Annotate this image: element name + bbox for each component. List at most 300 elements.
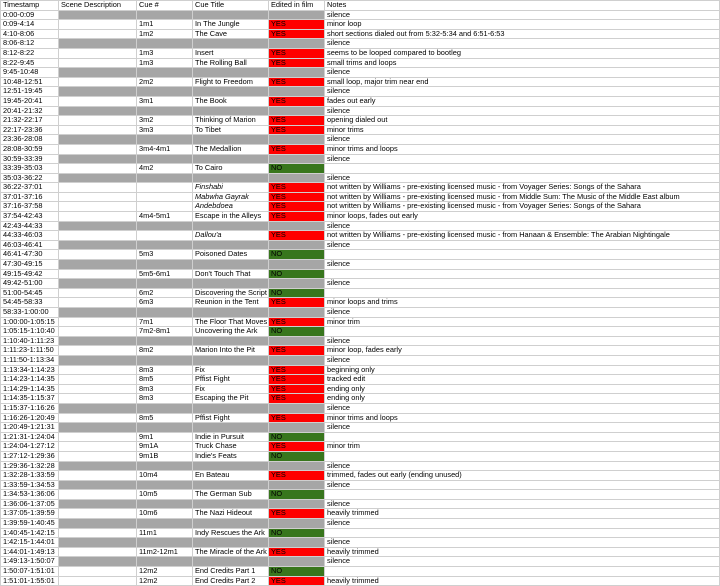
cell-edited-in-film[interactable]: [269, 39, 325, 49]
cell-cue-title[interactable]: [193, 499, 269, 509]
cell-scene-description[interactable]: [59, 106, 137, 116]
cell-cue-title[interactable]: [193, 279, 269, 289]
cell-cue-number[interactable]: 4m2: [137, 164, 193, 174]
cell-notes[interactable]: silence: [325, 87, 720, 97]
cell-timestamp[interactable]: 1:00:00-1:05:15: [1, 317, 59, 327]
cell-edited-in-film[interactable]: YES: [269, 48, 325, 58]
cell-timestamp[interactable]: 37:54-42:43: [1, 212, 59, 222]
cell-cue-number[interactable]: 3m2: [137, 116, 193, 126]
cell-notes[interactable]: short sections dialed out from 5:32-5:34 and 6:51-6:53: [325, 29, 720, 39]
cell-cue-number[interactable]: [137, 202, 193, 212]
cell-timestamp[interactable]: 44:33-46:03: [1, 231, 59, 241]
cell-notes[interactable]: silence: [325, 499, 720, 509]
cell-scene-description[interactable]: [59, 212, 137, 222]
cell-scene-description[interactable]: [59, 394, 137, 404]
cell-edited-in-film[interactable]: YES: [269, 29, 325, 39]
cell-scene-description[interactable]: [59, 288, 137, 298]
cell-notes[interactable]: [325, 567, 720, 577]
cell-cue-number[interactable]: 3m4-4m1: [137, 144, 193, 154]
cell-cue-number[interactable]: 9m1A: [137, 442, 193, 452]
cell-notes[interactable]: minor trims and loops: [325, 144, 720, 154]
cell-cue-title[interactable]: Uncovering the Ark: [193, 327, 269, 337]
cell-notes[interactable]: silence: [325, 10, 720, 20]
cell-cue-number[interactable]: 2m2: [137, 77, 193, 87]
cell-scene-description[interactable]: [59, 240, 137, 250]
cell-timestamp[interactable]: 42:43-44:33: [1, 221, 59, 231]
cell-cue-title[interactable]: The Miracle of the Ark: [193, 547, 269, 557]
cell-timestamp[interactable]: 23:36-28:08: [1, 135, 59, 145]
cell-scene-description[interactable]: [59, 269, 137, 279]
cell-cue-number[interactable]: [137, 39, 193, 49]
cell-timestamp[interactable]: 1:11:50-1:13:34: [1, 355, 59, 365]
cell-cue-title[interactable]: En Bateau: [193, 471, 269, 481]
cell-cue-number[interactable]: 6m2: [137, 288, 193, 298]
cell-scene-description[interactable]: [59, 442, 137, 452]
cell-timestamp[interactable]: 36:22-37:01: [1, 183, 59, 193]
cell-cue-number[interactable]: 8m3: [137, 365, 193, 375]
cell-scene-description[interactable]: [59, 317, 137, 327]
cell-cue-title[interactable]: Reunion in the Tent: [193, 298, 269, 308]
cell-cue-title[interactable]: [193, 480, 269, 490]
cell-edited-in-film[interactable]: YES: [269, 116, 325, 126]
cell-notes[interactable]: ending only: [325, 384, 720, 394]
cell-edited-in-film[interactable]: [269, 308, 325, 318]
cell-notes[interactable]: silence: [325, 260, 720, 270]
cell-cue-title[interactable]: The Floor That Moves: [193, 317, 269, 327]
cell-cue-title[interactable]: Indie in Pursuit: [193, 432, 269, 442]
cell-edited-in-film[interactable]: [269, 480, 325, 490]
cell-scene-description[interactable]: [59, 77, 137, 87]
cell-edited-in-film[interactable]: YES: [269, 231, 325, 241]
cell-edited-in-film[interactable]: YES: [269, 144, 325, 154]
cell-cue-title[interactable]: [193, 260, 269, 270]
cell-scene-description[interactable]: [59, 20, 137, 30]
cell-cue-title[interactable]: The Medallion: [193, 144, 269, 154]
cell-timestamp[interactable]: 49:15-49:42: [1, 269, 59, 279]
cell-cue-number[interactable]: 7m2-8m1: [137, 327, 193, 337]
cell-edited-in-film[interactable]: [269, 279, 325, 289]
cell-notes[interactable]: minor loop, fades early: [325, 346, 720, 356]
cell-scene-description[interactable]: [59, 499, 137, 509]
cell-edited-in-film[interactable]: YES: [269, 375, 325, 385]
cell-edited-in-film[interactable]: YES: [269, 20, 325, 30]
cell-cue-title[interactable]: Mabwha Gayrak: [193, 192, 269, 202]
cell-timestamp[interactable]: 0:09-4:14: [1, 20, 59, 30]
cell-timestamp[interactable]: 46:03-46:41: [1, 240, 59, 250]
cell-timestamp[interactable]: 1:24:04-1:27:12: [1, 442, 59, 452]
cell-timestamp[interactable]: 1:14:35-1:15:37: [1, 394, 59, 404]
cell-scene-description[interactable]: [59, 250, 137, 260]
cell-cue-number[interactable]: [137, 557, 193, 567]
cell-scene-description[interactable]: [59, 202, 137, 212]
cell-edited-in-film[interactable]: [269, 538, 325, 548]
cell-notes[interactable]: small loop, major trim near end: [325, 77, 720, 87]
header-edited-in-film[interactable]: Edited in film: [269, 1, 325, 11]
cell-timestamp[interactable]: 1:11:23-1:11:50: [1, 346, 59, 356]
cell-notes[interactable]: heavily trimmed: [325, 547, 720, 557]
cell-timestamp[interactable]: 8:12-8:22: [1, 48, 59, 58]
cell-cue-title[interactable]: [193, 173, 269, 183]
cell-scene-description[interactable]: [59, 480, 137, 490]
cell-scene-description[interactable]: [59, 365, 137, 375]
cell-cue-title[interactable]: [193, 10, 269, 20]
cell-cue-number[interactable]: 11m2-12m1: [137, 547, 193, 557]
cell-cue-title[interactable]: [193, 538, 269, 548]
cell-edited-in-film[interactable]: [269, 173, 325, 183]
cell-cue-number[interactable]: 12m2: [137, 567, 193, 577]
cell-notes[interactable]: [325, 327, 720, 337]
cell-cue-title[interactable]: Thinking of Marion: [193, 116, 269, 126]
cell-edited-in-film[interactable]: YES: [269, 365, 325, 375]
cell-timestamp[interactable]: 1:29:36-1:32:28: [1, 461, 59, 471]
cell-notes[interactable]: silence: [325, 173, 720, 183]
cell-scene-description[interactable]: [59, 48, 137, 58]
cell-notes[interactable]: silence: [325, 461, 720, 471]
cell-scene-description[interactable]: [59, 538, 137, 548]
cell-cue-title[interactable]: [193, 221, 269, 231]
cell-scene-description[interactable]: [59, 164, 137, 174]
cell-cue-number[interactable]: 1m1: [137, 20, 193, 30]
cell-cue-number[interactable]: 9m1: [137, 432, 193, 442]
cell-notes[interactable]: silence: [325, 423, 720, 433]
cell-scene-description[interactable]: [59, 375, 137, 385]
cell-edited-in-film[interactable]: YES: [269, 413, 325, 423]
cell-scene-description[interactable]: [59, 528, 137, 538]
cell-edited-in-film[interactable]: YES: [269, 58, 325, 68]
cell-cue-title[interactable]: [193, 423, 269, 433]
header-notes[interactable]: Notes: [325, 1, 720, 11]
cell-cue-number[interactable]: 6m3: [137, 298, 193, 308]
cell-notes[interactable]: silence: [325, 480, 720, 490]
cell-scene-description[interactable]: [59, 403, 137, 413]
cell-notes[interactable]: minor loop: [325, 20, 720, 30]
cell-scene-description[interactable]: [59, 547, 137, 557]
cell-cue-title[interactable]: [193, 87, 269, 97]
cell-timestamp[interactable]: 1:50:07-1:51:01: [1, 567, 59, 577]
cell-cue-title[interactable]: The Rolling Ball: [193, 58, 269, 68]
cell-cue-title[interactable]: The Book: [193, 96, 269, 106]
cell-edited-in-film[interactable]: [269, 355, 325, 365]
cell-notes[interactable]: silence: [325, 240, 720, 250]
cell-cue-title[interactable]: [193, 106, 269, 116]
cell-edited-in-film[interactable]: YES: [269, 77, 325, 87]
cell-cue-title[interactable]: Andebdoea: [193, 202, 269, 212]
header-scene-description[interactable]: Scene Description: [59, 1, 137, 11]
cell-scene-description[interactable]: [59, 135, 137, 145]
cell-scene-description[interactable]: [59, 125, 137, 135]
cell-cue-title[interactable]: Fix: [193, 365, 269, 375]
cell-scene-description[interactable]: [59, 509, 137, 519]
cell-edited-in-film[interactable]: YES: [269, 125, 325, 135]
cell-cue-number[interactable]: [137, 499, 193, 509]
cell-notes[interactable]: not written by Williams - pre-existing licensed music - from Voyager Series: Songs of the Sahara: [325, 202, 720, 212]
cell-scene-description[interactable]: [59, 432, 137, 442]
cell-edited-in-film[interactable]: [269, 403, 325, 413]
cell-cue-title[interactable]: [193, 68, 269, 78]
cell-edited-in-film[interactable]: NO: [269, 250, 325, 260]
cell-edited-in-film[interactable]: [269, 336, 325, 346]
cell-edited-in-film[interactable]: [269, 154, 325, 164]
cell-scene-description[interactable]: [59, 451, 137, 461]
cell-notes[interactable]: minor trim: [325, 317, 720, 327]
cell-cue-number[interactable]: [137, 183, 193, 193]
cell-cue-title[interactable]: Marion Into the Pit: [193, 346, 269, 356]
cell-cue-number[interactable]: 8m3: [137, 394, 193, 404]
cell-timestamp[interactable]: 1:33:59-1:34:53: [1, 480, 59, 490]
cell-scene-description[interactable]: [59, 39, 137, 49]
cell-cue-number[interactable]: [137, 192, 193, 202]
cell-timestamp[interactable]: 4:10-8:06: [1, 29, 59, 39]
cell-cue-title[interactable]: Discovering the Script: [193, 288, 269, 298]
cell-cue-title[interactable]: [193, 39, 269, 49]
cell-cue-title[interactable]: Flight to Freedom: [193, 77, 269, 87]
cell-timestamp[interactable]: 33:39-35:03: [1, 164, 59, 174]
cell-notes[interactable]: minor trims: [325, 125, 720, 135]
cell-cue-title[interactable]: [193, 355, 269, 365]
cell-cue-number[interactable]: [137, 10, 193, 20]
cell-edited-in-film[interactable]: YES: [269, 442, 325, 452]
cell-notes[interactable]: minor trim: [325, 442, 720, 452]
cell-scene-description[interactable]: [59, 279, 137, 289]
cell-cue-title[interactable]: [193, 461, 269, 471]
cell-cue-title[interactable]: [193, 240, 269, 250]
cell-cue-number[interactable]: 3m1: [137, 96, 193, 106]
cell-scene-description[interactable]: [59, 260, 137, 270]
cell-notes[interactable]: [325, 490, 720, 500]
cell-edited-in-film[interactable]: YES: [269, 509, 325, 519]
header-cue-number[interactable]: Cue #: [137, 1, 193, 11]
cell-scene-description[interactable]: [59, 346, 137, 356]
cell-scene-description[interactable]: [59, 10, 137, 20]
cell-cue-number[interactable]: 8m5: [137, 375, 193, 385]
cell-cue-number[interactable]: 1m3: [137, 58, 193, 68]
cell-scene-description[interactable]: [59, 231, 137, 241]
cell-cue-number[interactable]: 4m4-5m1: [137, 212, 193, 222]
cell-notes[interactable]: silence: [325, 355, 720, 365]
cell-scene-description[interactable]: [59, 567, 137, 577]
cell-cue-number[interactable]: [137, 279, 193, 289]
cell-edited-in-film[interactable]: NO: [269, 164, 325, 174]
cell-notes[interactable]: [325, 250, 720, 260]
cell-timestamp[interactable]: 19:45-20:41: [1, 96, 59, 106]
cell-scene-description[interactable]: [59, 96, 137, 106]
cell-scene-description[interactable]: [59, 384, 137, 394]
cell-cue-number[interactable]: 10m4: [137, 471, 193, 481]
cell-cue-title[interactable]: In The Jungle: [193, 20, 269, 30]
cell-cue-number[interactable]: [137, 87, 193, 97]
cell-timestamp[interactable]: 10:48-12:51: [1, 77, 59, 87]
cell-cue-title[interactable]: Escape in the Alleys: [193, 212, 269, 222]
cell-cue-number[interactable]: [137, 336, 193, 346]
cell-cue-title[interactable]: [193, 308, 269, 318]
cell-edited-in-film[interactable]: [269, 240, 325, 250]
cell-edited-in-film[interactable]: NO: [269, 327, 325, 337]
cell-notes[interactable]: minor loops and trims: [325, 298, 720, 308]
cell-notes[interactable]: silence: [325, 557, 720, 567]
cell-edited-in-film[interactable]: [269, 461, 325, 471]
cell-edited-in-film[interactable]: YES: [269, 96, 325, 106]
cell-scene-description[interactable]: [59, 519, 137, 529]
cell-scene-description[interactable]: [59, 298, 137, 308]
cell-scene-description[interactable]: [59, 154, 137, 164]
cell-cue-number[interactable]: 1m2: [137, 29, 193, 39]
cell-cue-title[interactable]: Poisoned Dates: [193, 250, 269, 260]
cell-edited-in-film[interactable]: YES: [269, 317, 325, 327]
cell-timestamp[interactable]: 1:15:37-1:16:26: [1, 403, 59, 413]
cell-notes[interactable]: silence: [325, 135, 720, 145]
cell-edited-in-film[interactable]: [269, 519, 325, 529]
cell-cue-title[interactable]: [193, 557, 269, 567]
cell-edited-in-film[interactable]: [269, 68, 325, 78]
cell-cue-title[interactable]: [193, 135, 269, 145]
cell-notes[interactable]: not written by Williams - pre-existing licensed music - from Hanaan & Ensemble: The Arabian Nightingale: [325, 231, 720, 241]
cell-edited-in-film[interactable]: [269, 87, 325, 97]
cell-scene-description[interactable]: [59, 308, 137, 318]
cell-cue-number[interactable]: [137, 154, 193, 164]
cell-edited-in-film[interactable]: YES: [269, 576, 325, 586]
cell-timestamp[interactable]: 1:21:31-1:24:04: [1, 432, 59, 442]
cell-edited-in-film[interactable]: [269, 10, 325, 20]
cell-scene-description[interactable]: [59, 336, 137, 346]
cell-timestamp[interactable]: 1:05:15-1:10:40: [1, 327, 59, 337]
cell-cue-title[interactable]: [193, 336, 269, 346]
cell-cue-number[interactable]: [137, 403, 193, 413]
cell-cue-title[interactable]: To Tibet: [193, 125, 269, 135]
cell-cue-number[interactable]: [137, 461, 193, 471]
cell-timestamp[interactable]: 1:32:28-1:33:59: [1, 471, 59, 481]
cell-cue-title[interactable]: [193, 519, 269, 529]
cell-cue-title[interactable]: Escaping the Pit: [193, 394, 269, 404]
cell-timestamp[interactable]: 9:45-10:48: [1, 68, 59, 78]
cell-scene-description[interactable]: [59, 355, 137, 365]
cell-notes[interactable]: not written by Williams - pre-existing licensed music - from Voyager Series: Songs of the Sahara: [325, 183, 720, 193]
cell-scene-description[interactable]: [59, 87, 137, 97]
cell-notes[interactable]: [325, 432, 720, 442]
cell-notes[interactable]: beginning only: [325, 365, 720, 375]
cell-timestamp[interactable]: 0:00-0:09: [1, 10, 59, 20]
cell-notes[interactable]: [325, 451, 720, 461]
cell-timestamp[interactable]: 47:30-49:15: [1, 260, 59, 270]
cell-notes[interactable]: silence: [325, 154, 720, 164]
cell-cue-number[interactable]: 5m3: [137, 250, 193, 260]
cell-scene-description[interactable]: [59, 173, 137, 183]
cell-cue-title[interactable]: Don't Touch That: [193, 269, 269, 279]
cell-edited-in-film[interactable]: NO: [269, 451, 325, 461]
cell-timestamp[interactable]: 58:33-1:00:00: [1, 308, 59, 318]
cell-timestamp[interactable]: 8:06-8:12: [1, 39, 59, 49]
cell-edited-in-film[interactable]: YES: [269, 547, 325, 557]
cell-timestamp[interactable]: 1:34:53-1:36:06: [1, 490, 59, 500]
cell-edited-in-film[interactable]: YES: [269, 183, 325, 193]
cell-edited-in-film[interactable]: NO: [269, 490, 325, 500]
cell-edited-in-film[interactable]: NO: [269, 269, 325, 279]
cell-notes[interactable]: silence: [325, 308, 720, 318]
cell-scene-description[interactable]: [59, 144, 137, 154]
cell-edited-in-film[interactable]: [269, 423, 325, 433]
cell-notes[interactable]: [325, 269, 720, 279]
cell-cue-number[interactable]: [137, 106, 193, 116]
cell-edited-in-film[interactable]: YES: [269, 346, 325, 356]
cell-edited-in-film[interactable]: YES: [269, 471, 325, 481]
cell-scene-description[interactable]: [59, 461, 137, 471]
cell-timestamp[interactable]: 1:36:06-1:37:05: [1, 499, 59, 509]
cell-edited-in-film[interactable]: NO: [269, 432, 325, 442]
cell-edited-in-film[interactable]: YES: [269, 212, 325, 222]
cell-cue-title[interactable]: End Credits Part 2: [193, 576, 269, 586]
cell-timestamp[interactable]: 1:14:29-1:14:35: [1, 384, 59, 394]
cell-edited-in-film[interactable]: YES: [269, 384, 325, 394]
cell-scene-description[interactable]: [59, 471, 137, 481]
cell-scene-description[interactable]: [59, 221, 137, 231]
header-cue-title[interactable]: Cue Title: [193, 1, 269, 11]
cell-timestamp[interactable]: 1:49:13-1:50:07: [1, 557, 59, 567]
cell-timestamp[interactable]: 1:20:49-1:21:31: [1, 423, 59, 433]
cell-notes[interactable]: silence: [325, 403, 720, 413]
cell-edited-in-film[interactable]: NO: [269, 528, 325, 538]
cell-notes[interactable]: silence: [325, 279, 720, 289]
cell-cue-title[interactable]: Indy Rescues the Ark: [193, 528, 269, 538]
cell-edited-in-film[interactable]: [269, 557, 325, 567]
cell-cue-title[interactable]: The Nazi Hideout: [193, 509, 269, 519]
cell-edited-in-film[interactable]: [269, 135, 325, 145]
cell-cue-title[interactable]: Insert: [193, 48, 269, 58]
cell-timestamp[interactable]: 49:42-51:00: [1, 279, 59, 289]
cell-notes[interactable]: heavily trimmed: [325, 576, 720, 586]
cell-cue-title[interactable]: Pffist Fight: [193, 413, 269, 423]
cell-notes[interactable]: heavily trimmed: [325, 509, 720, 519]
cell-edited-in-film[interactable]: [269, 260, 325, 270]
cell-scene-description[interactable]: [59, 116, 137, 126]
cell-scene-description[interactable]: [59, 68, 137, 78]
cell-cue-title[interactable]: The Cave: [193, 29, 269, 39]
cell-timestamp[interactable]: 35:03-36:22: [1, 173, 59, 183]
cell-notes[interactable]: small trims and loops: [325, 58, 720, 68]
cell-timestamp[interactable]: 20:41-21:32: [1, 106, 59, 116]
header-timestamp[interactable]: Timestamp: [1, 1, 59, 11]
cell-timestamp[interactable]: 22:17-23:36: [1, 125, 59, 135]
cell-notes[interactable]: [325, 288, 720, 298]
cell-timestamp[interactable]: 46:41-47:30: [1, 250, 59, 260]
cell-cue-title[interactable]: Indie's Feats: [193, 451, 269, 461]
cell-notes[interactable]: silence: [325, 519, 720, 529]
cell-notes[interactable]: silence: [325, 106, 720, 116]
cell-timestamp[interactable]: 1:10:40-1:11:23: [1, 336, 59, 346]
cell-timestamp[interactable]: 1:37:05-1:39:59: [1, 509, 59, 519]
cell-notes[interactable]: tracked edit: [325, 375, 720, 385]
cell-cue-title[interactable]: End Credits Part 1: [193, 567, 269, 577]
cell-cue-number[interactable]: [137, 480, 193, 490]
cell-timestamp[interactable]: 30:59-33:39: [1, 154, 59, 164]
cell-notes[interactable]: silence: [325, 221, 720, 231]
cell-cue-title[interactable]: Fix: [193, 384, 269, 394]
cell-cue-number[interactable]: [137, 231, 193, 241]
cell-timestamp[interactable]: 12:51-19:45: [1, 87, 59, 97]
cell-timestamp[interactable]: 1:16:26-1:20:49: [1, 413, 59, 423]
cell-edited-in-film[interactable]: NO: [269, 288, 325, 298]
cell-scene-description[interactable]: [59, 183, 137, 193]
cell-cue-number[interactable]: 9m1B: [137, 451, 193, 461]
cell-scene-description[interactable]: [59, 576, 137, 586]
cell-cue-number[interactable]: [137, 423, 193, 433]
cell-notes[interactable]: silence: [325, 336, 720, 346]
cell-cue-number[interactable]: [137, 260, 193, 270]
cell-notes[interactable]: minor loops, fades out early: [325, 212, 720, 222]
cell-notes[interactable]: [325, 164, 720, 174]
cell-cue-number[interactable]: 7m1: [137, 317, 193, 327]
cell-edited-in-film[interactable]: [269, 106, 325, 116]
cell-timestamp[interactable]: 28:08-30:59: [1, 144, 59, 154]
cell-scene-description[interactable]: [59, 58, 137, 68]
